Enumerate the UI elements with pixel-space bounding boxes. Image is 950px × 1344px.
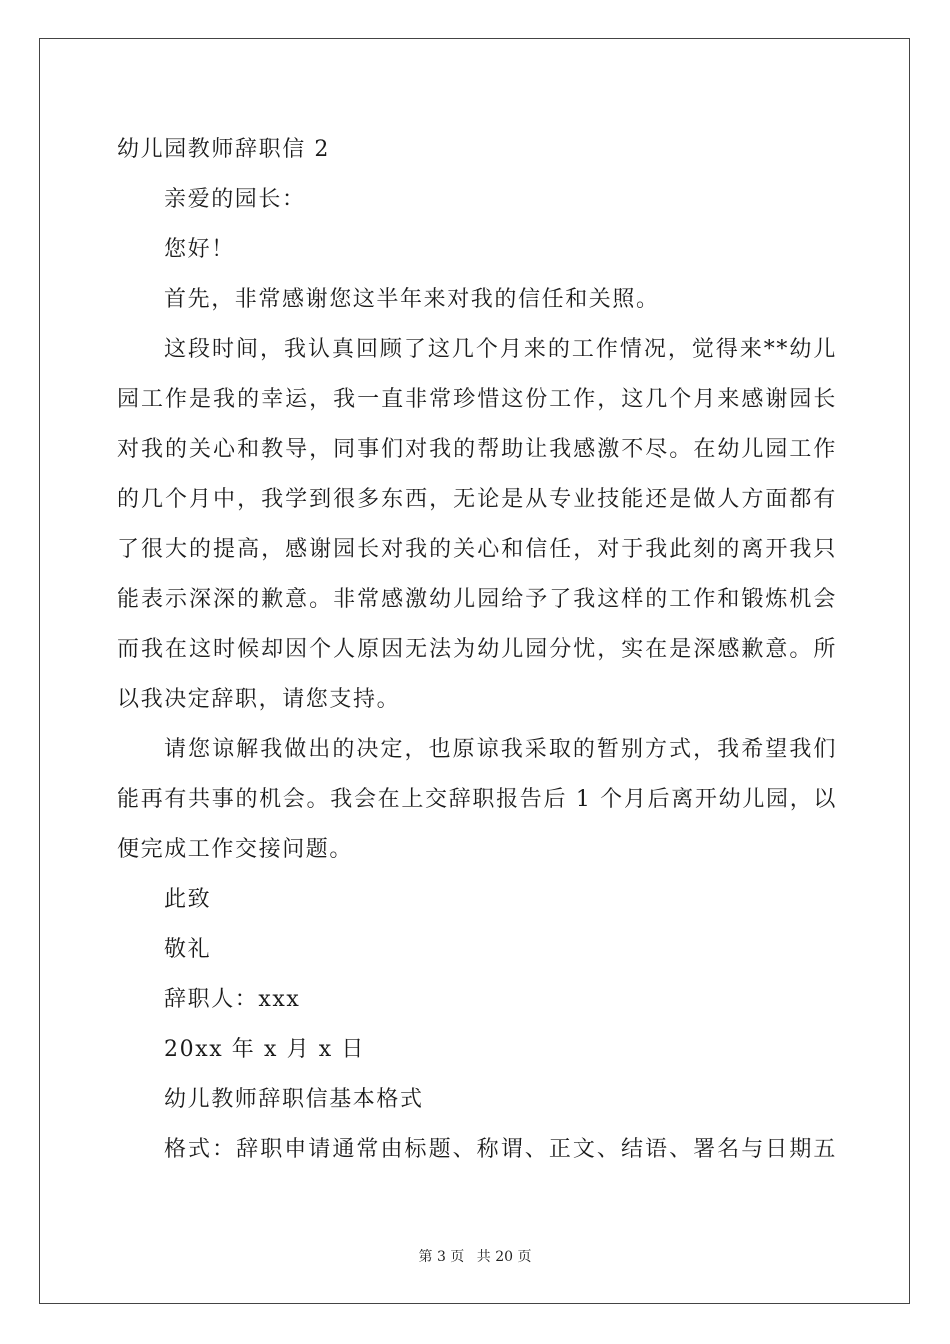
- paragraph-line: 了很大的提高，感谢园长对我的关心和信任，对于我此刻的离开我只: [117, 537, 837, 562]
- closing-line: 此致: [164, 887, 212, 912]
- greeting: 您好！: [164, 237, 235, 262]
- paragraph-line: 而我在这时候却因个人原因无法为幼儿园分忧，实在是深感歉意。所: [117, 637, 837, 662]
- document-title: 幼儿园教师辞职信 2: [117, 137, 330, 162]
- paragraph-line: 的几个月中，我学到很多东西，无论是从专业技能还是做人方面都有: [117, 487, 837, 512]
- section-heading: 幼儿教师辞职信基本格式: [164, 1087, 424, 1112]
- paragraph-line: 能再有共事的机会。我会在上交辞职报告后 1 个月后离开幼儿园，以: [117, 787, 837, 812]
- salutation: 亲爱的园长：: [164, 187, 306, 212]
- closing-line: 敬礼: [164, 937, 212, 962]
- paragraph-line: 能表示深深的歉意。非常感激幼儿园给予了我这样的工作和锻炼机会: [117, 587, 837, 612]
- paragraph-line: 请您谅解我做出的决定，也原谅我采取的暂别方式，我希望我们: [164, 737, 837, 762]
- paragraph-line: 格式：辞职申请通常由标题、称谓、正文、结语、署名与日期五: [164, 1137, 837, 1162]
- document-body: [117, 125, 837, 1175]
- paragraph-line: 首先，非常感谢您这半年来对我的信任和关照。: [164, 287, 660, 312]
- paragraph-line: 园工作是我的幸运，我一直非常珍惜这份工作，这几个月来感谢园长: [117, 387, 837, 412]
- page-number: 第 3 页: [418, 1249, 465, 1265]
- signer-line: 辞职人：xxx: [164, 987, 301, 1012]
- date-line: 20xx 年 x 月 x 日: [164, 1037, 365, 1062]
- paragraph-line: 以我决定辞职，请您支持。: [117, 687, 401, 712]
- paragraph-line: 便完成工作交接问题。: [117, 837, 354, 862]
- page-footer: [0, 1246, 950, 1266]
- page-total: 共 20 页: [476, 1249, 532, 1265]
- paragraph-line: 这段时间，我认真回顾了这几个月来的工作情况，觉得来**幼儿: [164, 337, 837, 362]
- paragraph-line: 对我的关心和教导，同事们对我的帮助让我感激不尽。在幼儿园工作: [117, 437, 837, 462]
